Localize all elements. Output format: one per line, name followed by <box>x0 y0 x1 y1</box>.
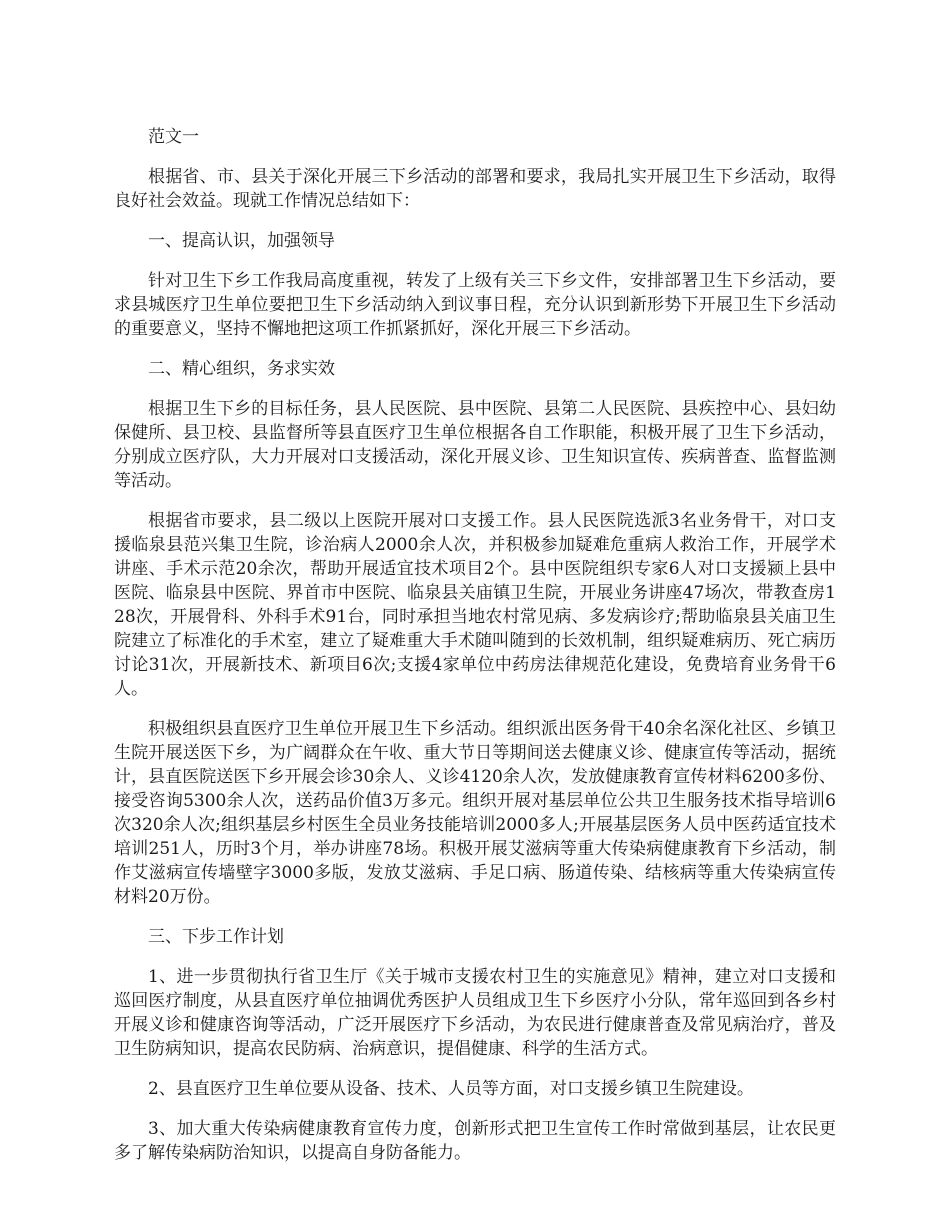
doc-paragraph-section-2-a: 根据卫生下乡的目标任务，县人民医院、县中医院、县第二人民医院、县疾控中心、县妇幼保健所、县卫校、县监督所等县直医疗卫生单位根据各自工作职能，积极开展了卫生下乡活动，分别成立医疗队，大力开展对口支援活动，深化开展义诊、卫生知识宣传、疾病普查、监督监测等活动。 <box>114 399 836 491</box>
document-page <box>114 125 836 1181</box>
doc-paragraph-section-1: 针对卫生下乡工作我局高度重视，转发了上级有关三下乡文件，安排部署卫生下乡活动，要求县城医疗卫生单位要把卫生下乡活动纳入到议事日程，充分认识到新形势下开展卫生下乡活动的重要意义，坚持不懈地把这项工作抓紧抓好，深化开展三下乡活动。 <box>114 271 836 339</box>
doc-heading-section-2: 二、精心组织，务求实效 <box>148 359 335 379</box>
doc-paragraph-plan-3: 3、加大重大传染病健康教育宣传力度，创新形式把卫生宣传工作时常做到基层，让农民更多了解传染病防治知识，以提高自身防备能力。 <box>114 1119 836 1163</box>
doc-paragraph-plan-2: 2、县直医疗卫生单位要从设备、技术、人员等方面，对口支援乡镇卫生院建设。 <box>148 1079 754 1099</box>
doc-paragraph-section-2-b: 根据省市要求，县二级以上医院开展对口支援工作。县人民医院选派3名业务骨干，对口支援临泉县范兴集卫生院，诊治病人2000余人次，并积极参加疑难危重病人救治工作，开展学术讲座、手术示范20余次，帮助开展适宜技术项目2个。县中医院组织专家6人对口支援颍上县中医院、临泉县中医院、界首市中医院、临泉县关庙镇卫生院，开展业务讲座47场次，带教查房128次，开展骨科、外科手术91台，同时承担当地农村常见病、多发病诊疗;帮助临泉县关庙卫生院建立了标准化的手术室，建立了疑难重大手术随叫随到的长效机制，组织疑难病历、死亡病历讨论31次，开展新技术、新项目6次;支援4家单位中药房法律规范化建设，免费培育业务骨干6人。 <box>114 511 836 699</box>
doc-heading-title: 范文一 <box>148 127 199 147</box>
doc-paragraph-section-2-c: 积极组织县直医疗卫生单位开展卫生下乡活动。组织派出医务骨干40余名深化社区、乡镇卫生院开展送医下乡，为广阔群众在午收、重大节日等期间送去健康义诊、健康宣传等活动，据统计，县直医院送医下乡开展会诊30余人、义诊4120余人次，发放健康教育宣传材料6200多份、接受咨询5300余人次，送药品价值3万多元。组织开展对基层单位公共卫生服务技术指导培训6次320余人次;组织基层乡村医生全员业务技能培训2000多人;开展基层医务人员中医药适宜技术培训251人，历时3个月，举办讲座78场。积极开展艾滋病等重大传染病健康教育下乡活动，制作艾滋病宣传墙壁字3000多版，发放艾滋病、手足口病、肠道传染、结核病等重大传染病宣传材料20万份。 <box>114 719 836 907</box>
doc-paragraph-intro: 根据省、市、县关于深化开展三下乡活动的部署和要求，我局扎实开展卫生下乡活动，取得良好社会效益。现就工作情况总结如下： <box>114 167 836 211</box>
doc-heading-section-1: 一、提高认识，加强领导 <box>148 231 335 251</box>
doc-heading-section-3: 三、下步工作计划 <box>148 927 284 947</box>
doc-paragraph-plan-1: 1、进一步贯彻执行省卫生厅《关于城市支援农村卫生的实施意见》精神，建立对口支援和巡回医疗制度，从县直医疗单位抽调优秀医护人员组成卫生下乡医疗小分队，常年巡回到各乡村开展义诊和健康咨询等活动，广泛开展医疗下乡活动，为农民进行健康普查及常见病治疗，普及卫生防病知识，提高农民防病、治病意识，提倡健康、科学的生活方式。 <box>114 967 836 1059</box>
